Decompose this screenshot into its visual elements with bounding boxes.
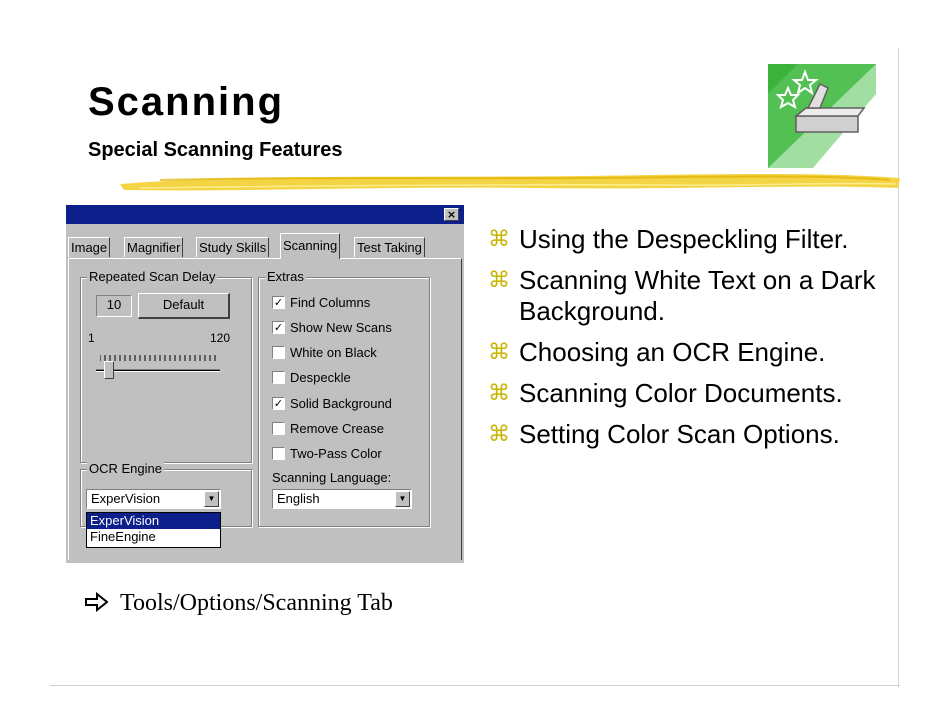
- bullet-text: Setting Color Scan Options.: [519, 419, 840, 449]
- scanning-language-select[interactable]: [272, 489, 412, 509]
- slider-max-label: 120: [210, 331, 231, 345]
- caption-text: Tools/Options/Scanning Tab: [120, 590, 393, 616]
- hollow-right-arrow-icon: [82, 592, 112, 612]
- scanning-language-label: Scanning Language:: [272, 470, 392, 485]
- bullet-text: Choosing an OCR Engine.: [519, 337, 826, 367]
- checkbox-show-new-scans-label: Show New Scans: [290, 320, 392, 335]
- repeated-scan-delay-legend: Repeated Scan Delay: [89, 269, 216, 284]
- scan-delay-slider-thumb[interactable]: [104, 361, 114, 379]
- slider-ticks: [100, 355, 220, 361]
- scan-delay-value-field[interactable]: 10: [96, 295, 132, 317]
- command-key-icon: ⌘: [488, 268, 510, 293]
- checkbox-despeckle-label: Despeckle: [290, 370, 351, 385]
- ocr-engine-select[interactable]: [86, 489, 221, 509]
- checkbox-two-pass-color-box[interactable]: [272, 447, 285, 460]
- tab-test-taking[interactable]: Test Taking: [354, 237, 425, 257]
- bottom-border-line: [50, 685, 900, 686]
- bullet-item: [488, 224, 888, 255]
- bullet-item: [488, 265, 888, 327]
- bullet-item: [488, 337, 888, 368]
- checkbox-solid-background-box[interactable]: ✓: [273, 397, 284, 410]
- chevron-down-icon[interactable]: ▼: [204, 491, 219, 507]
- chevron-down-icon[interactable]: ▼: [395, 491, 410, 507]
- dialog-titlebar: [66, 205, 464, 224]
- ocr-engine-legend: OCR Engine: [89, 461, 162, 476]
- default-button[interactable]: Default: [138, 293, 230, 319]
- command-key-icon: ⌘: [488, 381, 510, 406]
- checkbox-despeckle-box[interactable]: [272, 371, 285, 384]
- scanner-stars-logo-icon: [768, 64, 876, 168]
- ocr-option-fineengine[interactable]: FineEngine: [90, 529, 156, 544]
- checkbox-two-pass-color-label: Two-Pass Color: [290, 446, 382, 461]
- slide-title: Scanning: [88, 80, 285, 124]
- bullet-text: Scanning White Text on a Dark Background.: [519, 265, 876, 326]
- options-dialog: [66, 205, 464, 563]
- slide-subtitle: Special Scanning Features: [88, 139, 343, 161]
- bullet-item: [488, 419, 888, 450]
- checkbox-white-on-black-box[interactable]: [272, 346, 285, 359]
- checkbox-solid-background-label: Solid Background: [290, 396, 392, 411]
- checkbox-remove-crease-box[interactable]: [272, 422, 285, 435]
- tab-study-skills[interactable]: Study Skills: [196, 237, 269, 257]
- checkbox-remove-crease-label: Remove Crease: [290, 421, 384, 436]
- tab-magnifier[interactable]: Magnifier: [124, 237, 183, 257]
- command-key-icon: ⌘: [488, 422, 510, 447]
- tab-image[interactable]: Image: [68, 237, 110, 257]
- ocr-option-expervision[interactable]: ExperVision: [87, 513, 220, 529]
- ocr-engine-value: ExperVision: [91, 491, 161, 506]
- command-key-icon: ⌘: [488, 227, 510, 252]
- right-border-line: [898, 48, 899, 688]
- dialog-close-button[interactable]: ×: [444, 208, 459, 221]
- slider-min-label: 1: [88, 331, 95, 345]
- command-key-icon: ⌘: [488, 340, 510, 365]
- checkbox-find-columns-label: Find Columns: [290, 295, 371, 310]
- scanning-language-value: English: [277, 491, 320, 506]
- bullet-item: [488, 378, 888, 409]
- checkbox-show-new-scans-box[interactable]: ✓: [273, 321, 284, 334]
- bullet-text: Using the Despeckling Filter.: [519, 224, 849, 254]
- checkbox-white-on-black-label: White on Black: [290, 345, 377, 360]
- brush-stroke-divider: [120, 168, 900, 196]
- tab-scanning[interactable]: Scanning: [280, 233, 340, 259]
- bullet-text: Scanning Color Documents.: [519, 378, 843, 408]
- caption: [82, 590, 393, 617]
- extras-legend: Extras: [267, 269, 304, 284]
- checkbox-find-columns-box[interactable]: ✓: [273, 296, 284, 309]
- bullet-list: [488, 224, 888, 460]
- ocr-engine-dropdown-list: [86, 512, 221, 548]
- scan-delay-slider-track[interactable]: [96, 369, 220, 372]
